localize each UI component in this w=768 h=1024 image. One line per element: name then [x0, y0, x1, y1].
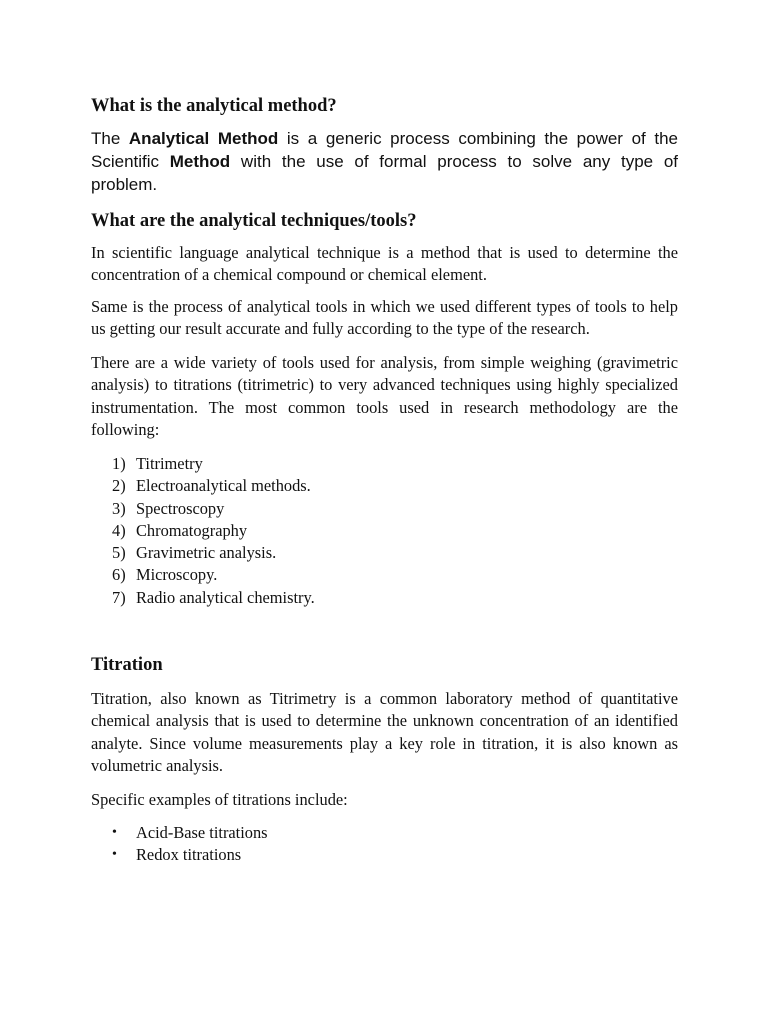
bullet-icon: •	[112, 825, 117, 840]
heading-analytical-techniques: What are the analytical techniques/tools?	[91, 211, 417, 231]
heading-titration: Titration	[91, 655, 163, 675]
bold-term-method: Method	[169, 152, 231, 171]
list-item: • Redox titrations	[112, 844, 268, 866]
list-item: 2) Electroanalytical methods.	[112, 476, 311, 496]
paragraph-titration-definition: Titration, also known as Titrimetry is a common laboratory method of quantitative chemical analysis that is used to determine the unknown concentration of an identified analyte. Since volume measurements play a key role in titration, it is also known as volumetric analysis.	[91, 689, 678, 775]
heading-analytical-method: What is the analytical method?	[91, 96, 337, 116]
paragraph-line: Scientific Method with the use of formal process to solve any type of	[91, 152, 679, 171]
paragraph-variety-of-tools: There are a wide variety of tools used for analysis, from simple weighing (gravimetric analysis) to titrations (titrimetric) to very advanced techniques using highly specialized instrumentation. The most common tools used in research methodology are the following:	[91, 353, 678, 439]
paragraph-analytical-tools: Same is the process of analytical tools in which we used different types of tools to help us getting our result accurate and fully according to the type of the research.	[91, 297, 678, 339]
paragraph-technique-definition: In scientific language analytical technique is a method that is used to determine the concentration of a chemical compound or chemical element.	[91, 243, 678, 285]
list-item: 3) Spectroscopy	[112, 498, 225, 518]
paragraph-analytical-method	[91, 127, 678, 196]
paragraph-line: The Analytical Method is a generic process combining the power of the	[91, 129, 678, 148]
list-item: 7) Radio analytical chemistry.	[112, 587, 315, 607]
paragraph-line: problem.	[91, 175, 158, 194]
list-item: • Acid-Base titrations	[112, 822, 268, 844]
tools-list	[112, 453, 315, 609]
titration-bullet-list	[112, 822, 268, 867]
bold-term-analytical-method: Analytical Method	[128, 129, 279, 148]
paragraph-titration-examples: Specific examples of titrations include:	[91, 790, 348, 809]
list-item: 4) Chromatography	[112, 520, 248, 540]
list-item: 1) Titrimetry	[112, 454, 203, 473]
list-item: 5) Gravimetric analysis.	[112, 543, 277, 563]
list-item: 6) Microscopy.	[112, 565, 218, 585]
bullet-icon: •	[112, 847, 117, 863]
